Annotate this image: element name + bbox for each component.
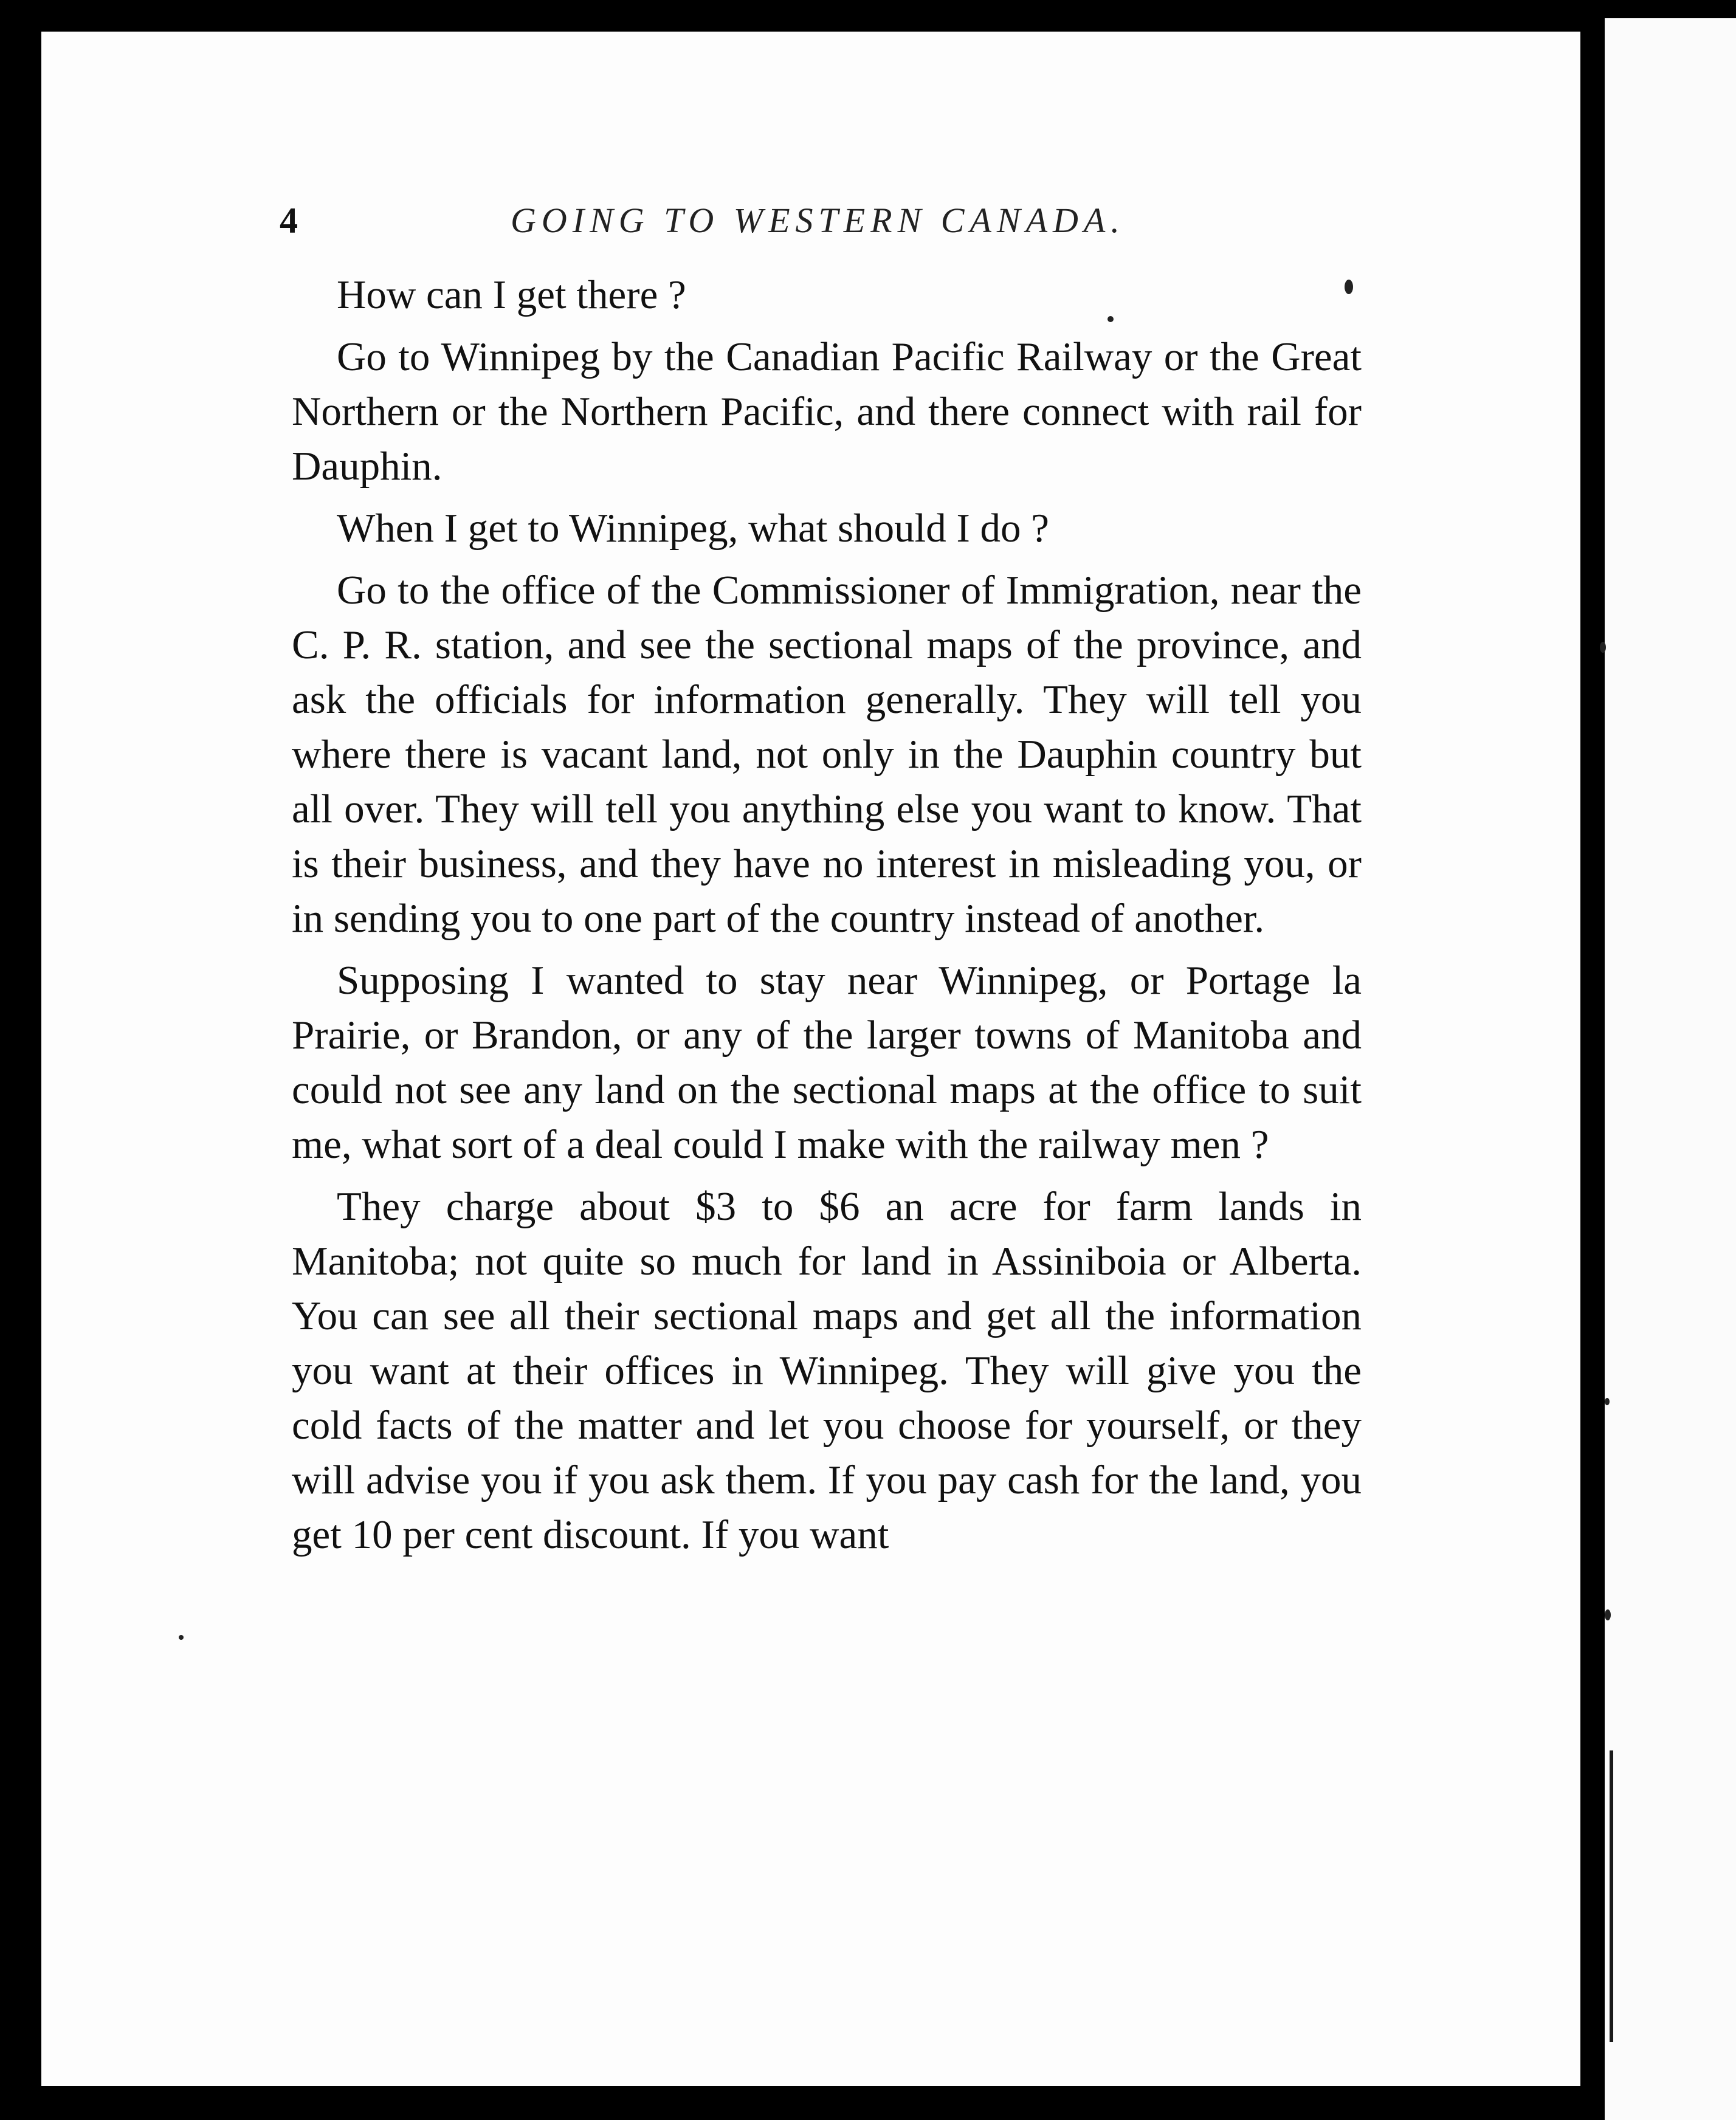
facing-page-edge xyxy=(1605,18,1736,2120)
question-paragraph: Supposing I wanted to stay near Winnipeg, or Portage la Prairie, or Brandon, or any of the larger towns of Manitoba and could not see any land on the sectional maps at the office to suit me, what sort of a deal could I make with the railway men ? xyxy=(292,958,1362,1167)
scan-speck xyxy=(1605,1609,1611,1620)
answer-paragraph: They charge about $3 to $6 an acre for farm lands in Manitoba; not quite so much for land in Assiniboia or Alberta. You can see all their sectional maps and get all the information you want at their offices in Winnipeg. They will give you the cold facts of the matter and let you choose for yourself, or they will advise you if you ask them. If you pay cash for the land, you get 10 per cent discount. If you want xyxy=(292,1184,1362,1557)
scan-speck xyxy=(1605,1398,1610,1405)
question-paragraph: How can I get there ? xyxy=(337,272,686,317)
binding-shadow xyxy=(1610,1750,1613,2042)
page-number: 4 xyxy=(280,201,298,241)
scan-speck xyxy=(1107,316,1114,322)
running-head: GOING TO WESTERN CANADA. xyxy=(511,201,1125,240)
page-header xyxy=(280,193,1580,248)
scan-speck xyxy=(1345,280,1353,294)
scan-speck xyxy=(1600,642,1606,653)
question-paragraph: When I get to Winnipeg, what should I do ? xyxy=(337,506,1050,551)
answer-paragraph: Go to Winnipeg by the Canadian Pacific Railway or the Great Northern or the Northern Pacific, and there connect with rail for Dauphin. xyxy=(292,334,1362,489)
body-text xyxy=(292,267,1362,1569)
scan-speck xyxy=(179,1635,184,1640)
answer-paragraph: Go to the office of the Commissioner of Immigration, near the C. P. R. station, and see the sectional maps of the province, and ask the officials for information generally. They will tell you where there is vacant land, not only in the Dauphin country but all over. They will tell you anything else you want to know. That is their business, and they have no interest in misleading you, or in sending you to one part of the country instead of another. xyxy=(292,568,1362,941)
